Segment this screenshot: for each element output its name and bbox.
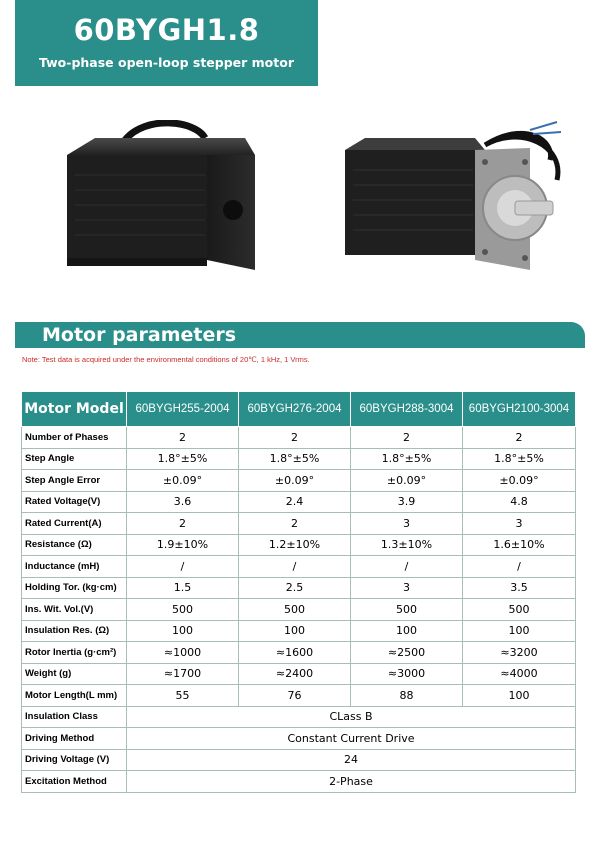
row-value: 1.8°±5% [351,448,463,470]
row-value: 55 [127,685,239,707]
row-value: 3 [463,513,576,535]
row-value: 1.2±10% [239,534,351,556]
row-value: 3 [351,577,463,599]
row-value: ≈1700 [127,663,239,685]
row-value: ≈2500 [351,642,463,664]
row-value: 2 [239,427,351,449]
row-value-merged: Constant Current Drive [127,728,576,750]
row-label: Weight (g) [22,663,127,685]
table-row [22,427,576,449]
row-value: 1.5 [127,577,239,599]
row-value: 500 [127,599,239,621]
row-value: 500 [239,599,351,621]
row-value: ≈3200 [463,642,576,664]
row-value: ≈2400 [239,663,351,685]
row-value: ≈1600 [239,642,351,664]
header-motor-model: Motor Model [22,392,127,427]
row-label: Rotor Inertia (g·cm²) [22,642,127,664]
row-value: 76 [239,685,351,707]
table-row [22,556,576,578]
row-value: 100 [351,620,463,642]
table-row [22,577,576,599]
header-model-2: 60BYGH276-2004 [239,392,351,427]
row-label: Number of Phases [22,427,127,449]
row-value: 2 [351,427,463,449]
motor-photo-rear [55,120,305,295]
row-value: / [239,556,351,578]
table-row [22,663,576,685]
row-value: 1.3±10% [351,534,463,556]
row-value: ±0.09° [239,470,351,492]
row-value: 1.8°±5% [239,448,351,470]
test-note: Note: Test data is acquired under the environmental conditions of 20℃, 1 kHz, 1 Vrms. [22,355,310,364]
section-banner [15,322,585,348]
row-value: 2.5 [239,577,351,599]
table-row-merged [22,728,576,750]
row-value: 4.8 [463,491,576,513]
row-value: 3.6 [127,491,239,513]
table-header-row [22,392,576,427]
row-value: 2 [127,513,239,535]
row-value: ±0.09° [351,470,463,492]
row-value: 100 [127,620,239,642]
row-label: Excitation Method [22,771,127,793]
row-label: Ins. Wit. Vol.(V) [22,599,127,621]
table-row-merged [22,749,576,771]
table-row [22,448,576,470]
header-model-4: 60BYGH2100-3004 [463,392,576,427]
table-row [22,513,576,535]
row-value: 2 [127,427,239,449]
row-label: Resistance (Ω) [22,534,127,556]
row-value: / [127,556,239,578]
row-value: 100 [463,620,576,642]
row-label: Holding Tor. (kg·cm) [22,577,127,599]
row-value: ≈4000 [463,663,576,685]
row-value: 3 [351,513,463,535]
row-label: Step Angle [22,448,127,470]
page-subtitle: Two-phase open-loop stepper motor [38,55,294,70]
table-row [22,642,576,664]
row-value: 2 [239,513,351,535]
table-row [22,534,576,556]
motor-photo-front [325,120,565,295]
row-value: ≈3000 [351,663,463,685]
row-value: 1.8°±5% [127,448,239,470]
row-value: / [351,556,463,578]
table-row-merged [22,706,576,728]
row-value: / [463,556,576,578]
row-value: ±0.09° [127,470,239,492]
row-label: Inductance (mH) [22,556,127,578]
row-value: 1.9±10% [127,534,239,556]
row-value-merged: 2-Phase [127,771,576,793]
row-value: 500 [351,599,463,621]
page-title: 60BYGH1.8 [73,13,260,47]
row-label: Rated Current(A) [22,513,127,535]
row-value: 1.8°±5% [463,448,576,470]
row-value: 88 [351,685,463,707]
row-value: 2.4 [239,491,351,513]
row-value: 100 [239,620,351,642]
row-value: 1.6±10% [463,534,576,556]
table-row [22,599,576,621]
table-row [22,491,576,513]
row-label: Step Angle Error [22,470,127,492]
row-value: ±0.09° [463,470,576,492]
table-row [22,685,576,707]
row-value: ≈1000 [127,642,239,664]
table-row [22,620,576,642]
row-value: 2 [463,427,576,449]
row-label: Driving Method [22,728,127,750]
row-value: 100 [463,685,576,707]
title-box [15,0,318,86]
row-value-merged: CLass B [127,706,576,728]
row-value: 500 [463,599,576,621]
table-row [22,470,576,492]
section-title: Motor parameters [42,324,237,346]
header-model-1: 60BYGH255-2004 [127,392,239,427]
row-value: 3.9 [351,491,463,513]
table-row-merged [22,771,576,793]
row-label: Insulation Class [22,706,127,728]
header-model-3: 60BYGH288-3004 [351,392,463,427]
parameters-table [21,391,576,793]
row-label: Motor Length(L mm) [22,685,127,707]
row-value-merged: 24 [127,749,576,771]
row-value: 3.5 [463,577,576,599]
row-label: Insulation Res. (Ω) [22,620,127,642]
row-label: Rated Voltage(V) [22,491,127,513]
row-label: Driving Voltage (V) [22,749,127,771]
